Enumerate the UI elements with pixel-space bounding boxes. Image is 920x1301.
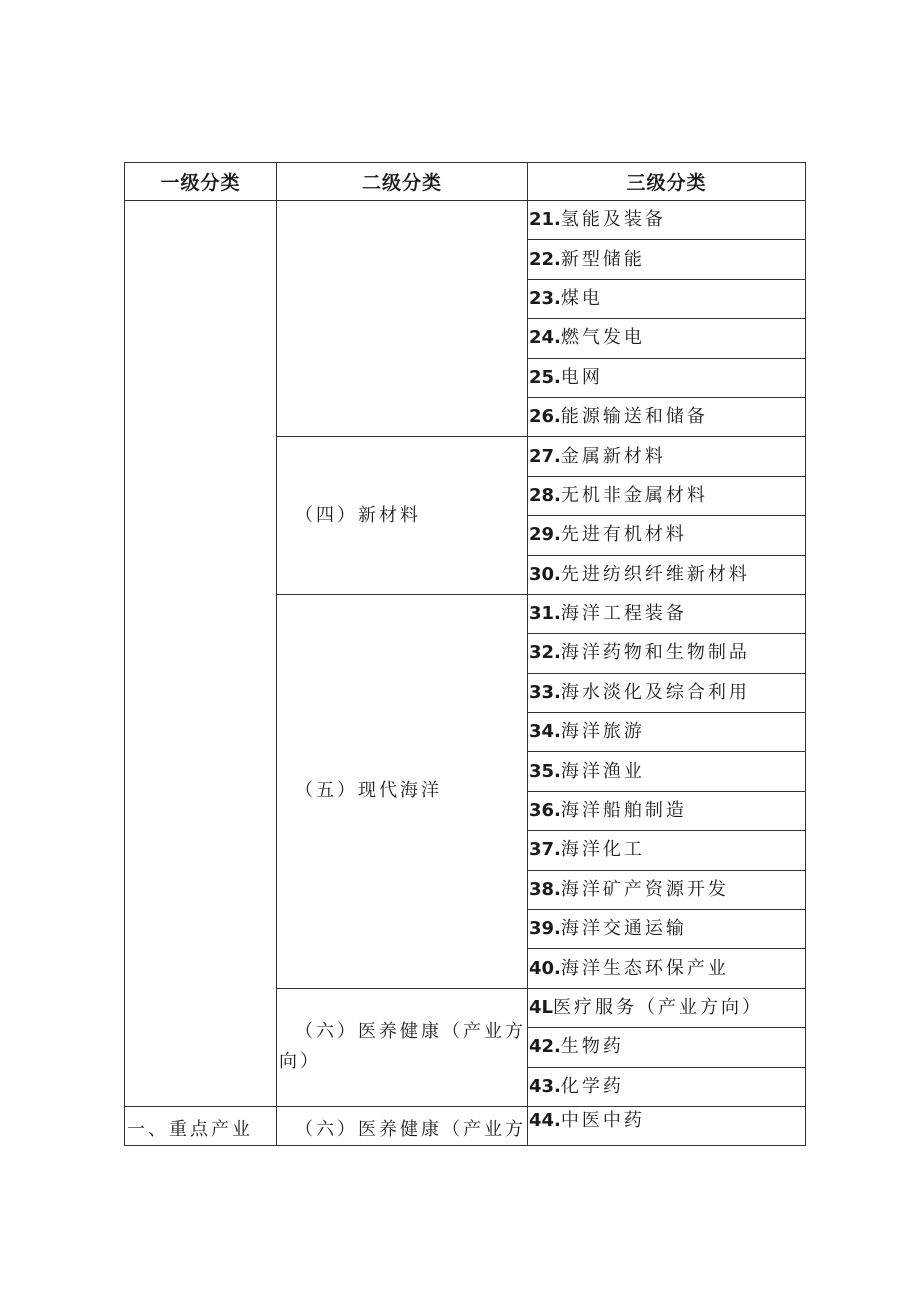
header-level2: 二级分类 — [277, 163, 528, 201]
level1-key-industry: 一、重点产业 — [125, 1106, 277, 1145]
level3-item: 38.海洋矿产资源开发 — [528, 870, 806, 909]
level3-item: 33.海水淡化及综合利用 — [528, 673, 806, 712]
level1-cell-empty — [125, 201, 277, 1107]
level3-item: 27.金属新材料 — [528, 437, 806, 476]
level3-item: 29.先进有机材料 — [528, 516, 806, 555]
level3-item: 35.海洋渔业 — [528, 752, 806, 791]
level3-item: 25.电网 — [528, 358, 806, 397]
level3-item: 30.先进纺织纤维新材料 — [528, 555, 806, 594]
level3-item: 36.海洋船舶制造 — [528, 791, 806, 830]
level3-item: 26.能源输送和储备 — [528, 397, 806, 436]
header-level3: 三级分类 — [528, 163, 806, 201]
level3-item: 43.化学药 — [528, 1067, 806, 1106]
level3-item: 4L医疗服务（产业方向） — [528, 988, 806, 1027]
level3-item: 23.煤电 — [528, 279, 806, 318]
level3-item: 40.海洋生态环保产业 — [528, 949, 806, 988]
level2-health-continued: （六）医养健康（产业方 — [277, 1106, 528, 1145]
level3-item: 39.海洋交通运输 — [528, 910, 806, 949]
category-table — [124, 162, 806, 1146]
level3-item: 34.海洋旅游 — [528, 713, 806, 752]
level3-item: 37.海洋化工 — [528, 831, 806, 870]
header-row — [125, 163, 806, 201]
level3-item: 44.中医中药 — [528, 1106, 806, 1145]
header-level1: 一级分类 — [125, 163, 277, 201]
level3-item: 22.新型储能 — [528, 240, 806, 279]
level3-item: 24.燃气发电 — [528, 319, 806, 358]
level3-item: 28.无机非金属材料 — [528, 476, 806, 515]
level3-item: 42.生物药 — [528, 1028, 806, 1067]
level3-item: 21.氢能及装备 — [528, 201, 806, 240]
level2-modern-ocean: （五）现代海洋 — [277, 594, 528, 988]
table-row — [125, 1106, 806, 1145]
level2-cell-empty — [277, 201, 528, 437]
level2-new-materials: （四）新材料 — [277, 437, 528, 595]
level2-health: （六）医养健康（产业方向） — [277, 988, 528, 1106]
level3-item: 31.海洋工程装备 — [528, 594, 806, 633]
level3-item: 32.海洋药物和生物制品 — [528, 634, 806, 673]
table-row — [125, 201, 806, 240]
